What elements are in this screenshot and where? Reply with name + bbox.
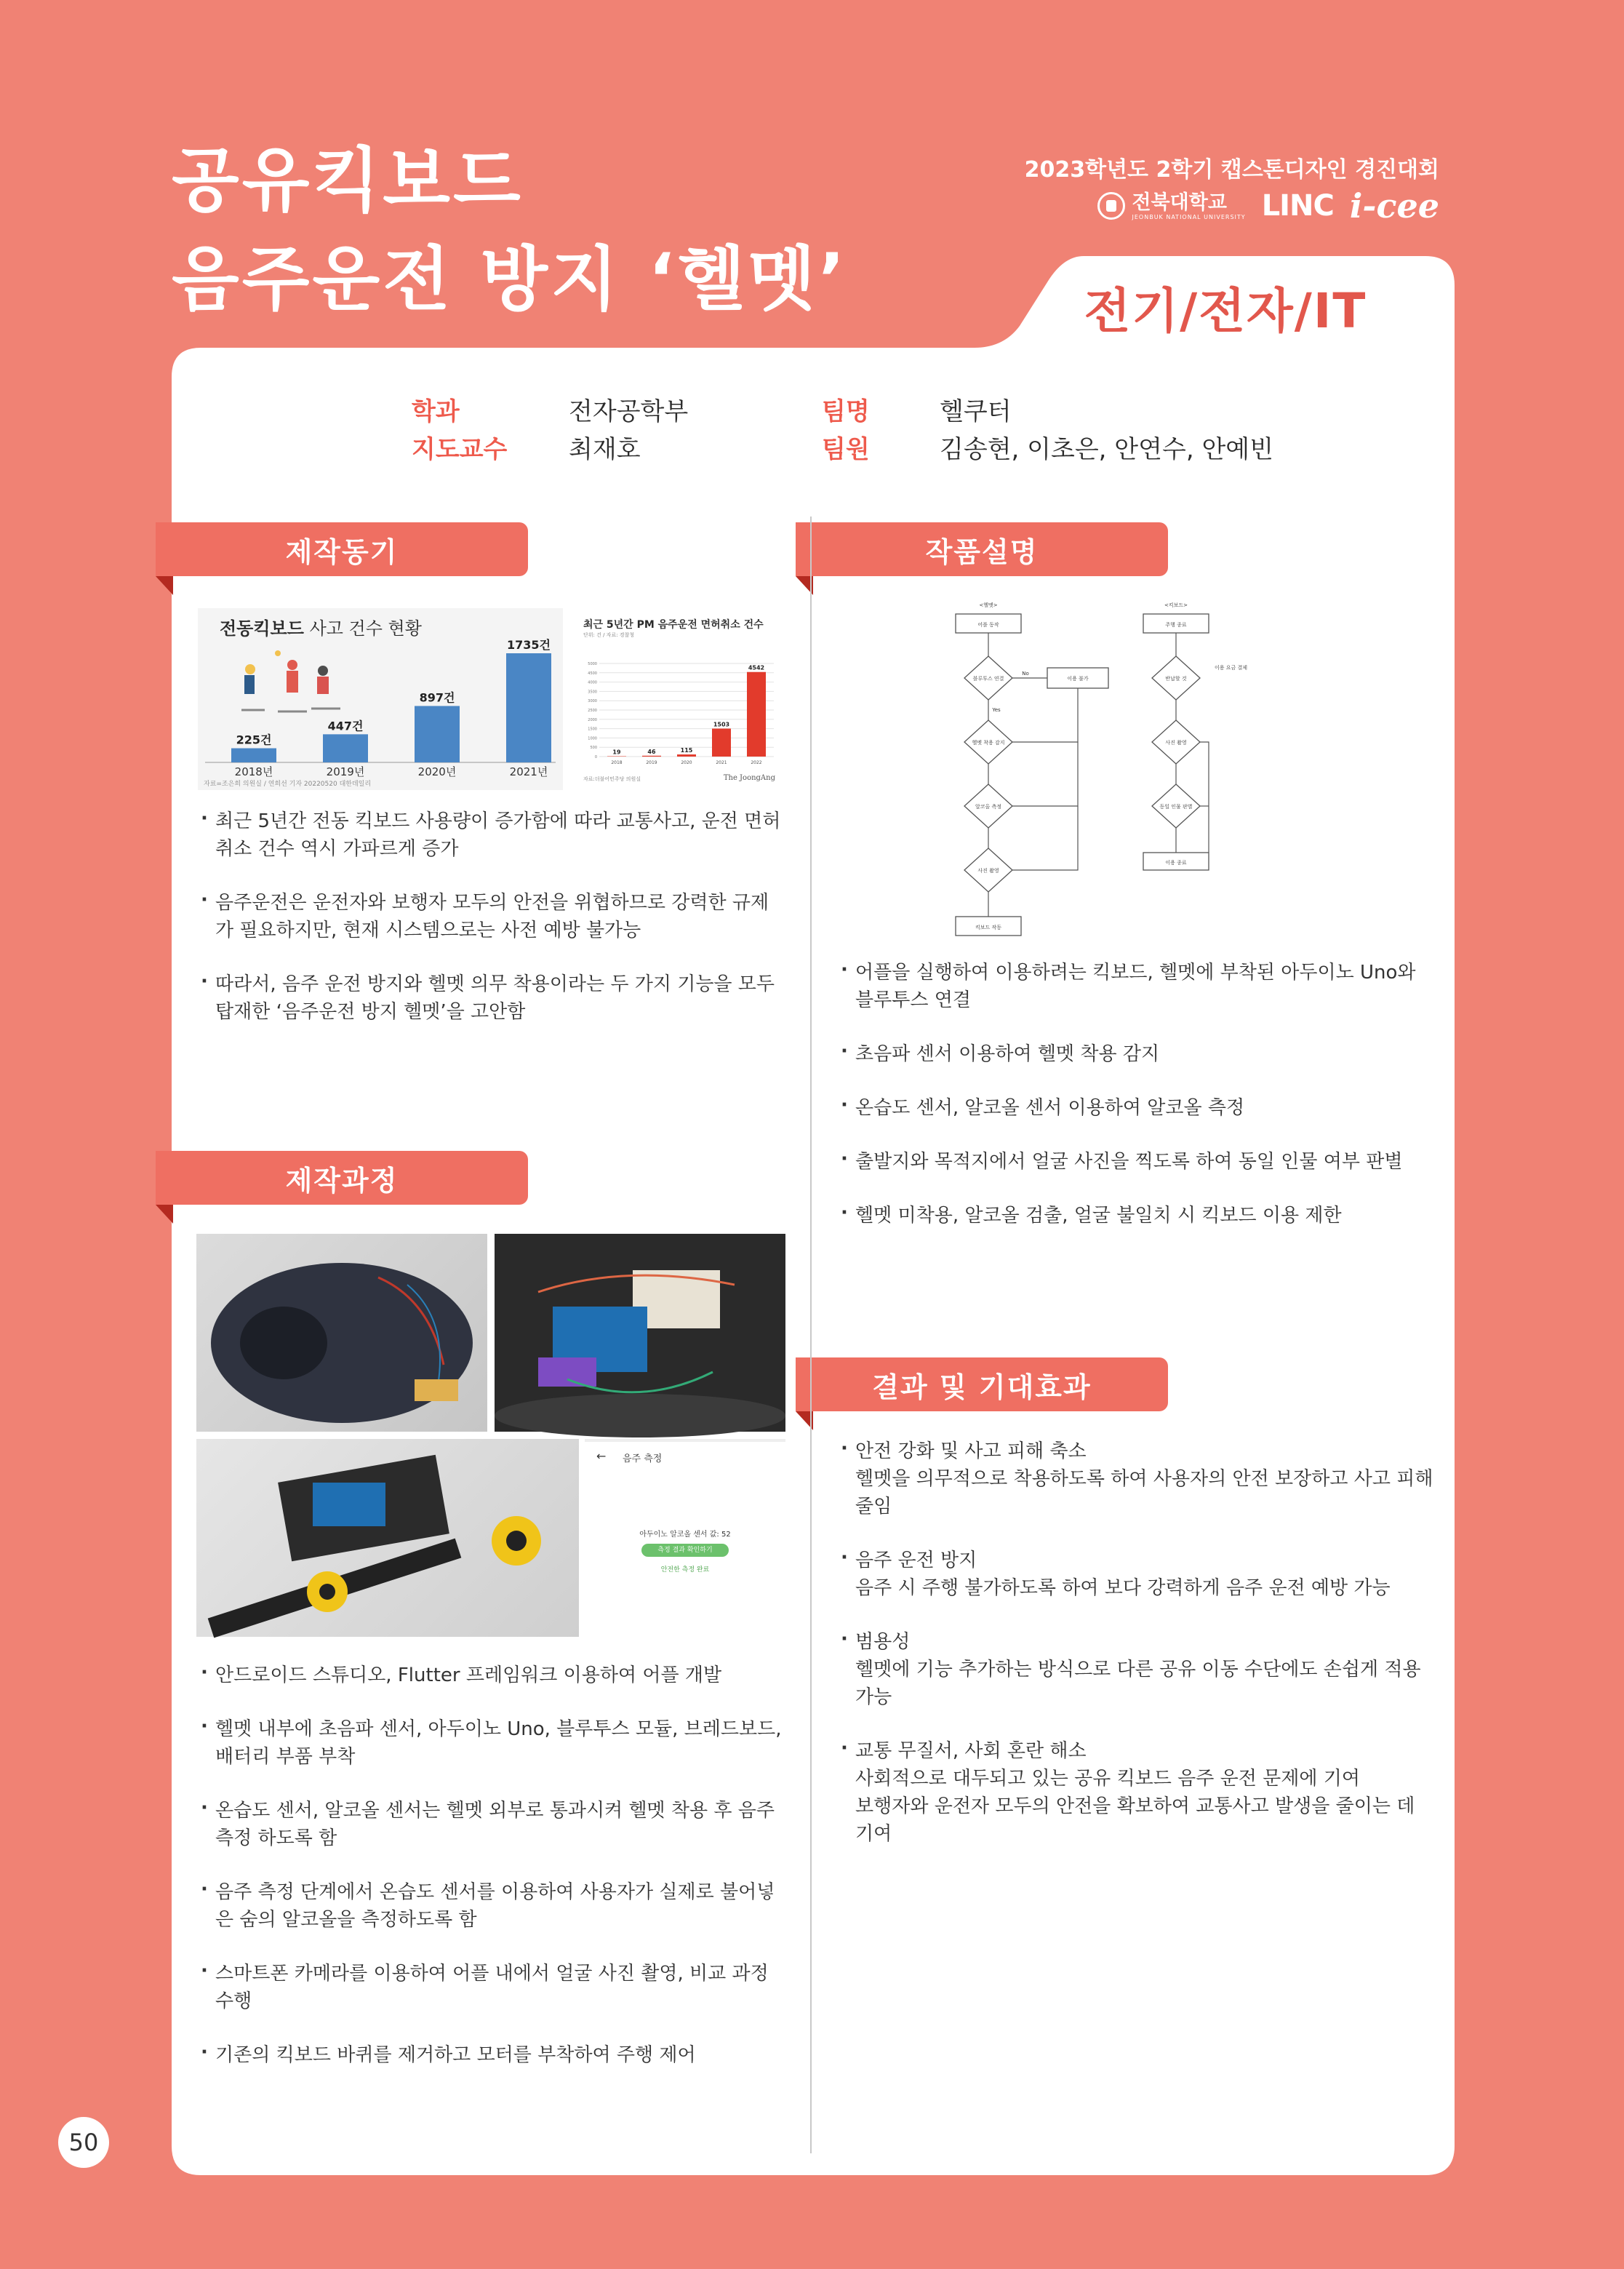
y-tick-label: 2500: [588, 709, 597, 713]
list-item: · 헬멧 내부에 초음파 센서, 아두이노 Uno, 블루투스 모듈, 브레드보드, 배터리 부품 부착: [201, 1715, 783, 1771]
flow-label: 킥보드 작동: [975, 925, 1002, 930]
chart-bar: [642, 756, 661, 757]
y-tick-label: 1000: [588, 736, 597, 741]
accident-chart-svg: [198, 608, 563, 790]
x-tick-label: 2019: [646, 760, 657, 765]
list-item: · 온습도 센서, 알코올 센서는 헬멧 외부로 통과시켜 헬멧 착용 후 음주 측정 하도록 함: [201, 1797, 783, 1852]
flow-right-header: <킥보드>: [1164, 602, 1188, 608]
motivation-list: [201, 807, 783, 1052]
y-tick-label: 3500: [588, 690, 597, 695]
dui-chart-svg: [580, 608, 780, 790]
y-tick-label: 5000: [588, 662, 597, 666]
app-status-text: 아두이노 알코올 센서 값: 52: [639, 1531, 731, 1539]
chart-bar: [747, 672, 766, 757]
dui-chart-title: 최근 5년간 PM 음주운전 면허취소 건수: [583, 619, 764, 631]
x-tick-label: 2019년: [326, 765, 365, 778]
list-item: · 음주 운전 방지 음주 시 주행 불가하도록 하여 보다 강력하게 음주 운전 예방 가능: [841, 1547, 1437, 1602]
members-label: 팀원: [822, 435, 870, 464]
data-label: 225건: [236, 733, 272, 747]
flow-label: 이용 요금 결제: [1215, 665, 1248, 671]
list-item: · 최근 5년간 전동 킥보드 사용량이 증가함에 따라 교통사고, 운전 면허 취소 건수 역시 가파르게 증가: [201, 807, 783, 863]
advisor-value: 최재호: [569, 435, 641, 464]
dui-chart-credit: The JoongAng: [723, 774, 775, 782]
data-label: 1735건: [507, 638, 551, 652]
x-tick-label: 2020년: [417, 765, 457, 778]
process-heading: 제작과정: [156, 1151, 528, 1205]
accident-chart-source: 자료=조은희 의원실 / 연희선 기자 20220520 대한데일리: [204, 781, 372, 788]
category-label: 전기/전자/IT: [1084, 283, 1367, 339]
back-arrow-icon: ←: [596, 1449, 607, 1463]
x-tick-label: 2021: [716, 760, 727, 765]
chart-bar: [323, 734, 368, 762]
flow-label: 알코올 측정: [975, 804, 1002, 810]
chart-bar: [712, 729, 731, 757]
members-value: 김송현, 이초은, 안연수, 안예빈: [940, 435, 1273, 464]
flow-label: 이용 종료: [1165, 860, 1187, 866]
list-item: · 안드로이드 스튜디오, Flutter 프레임워크 이용하여 어플 개발: [201, 1662, 783, 1689]
flow-label: 사진 촬영: [977, 868, 999, 874]
list-item: · 따라서, 음주 운전 방지와 헬멧 의무 착용이라는 두 가지 기능을 모두 탑재한 ‘음주운전 방지 헬멧’을 고안함: [201, 970, 783, 1026]
list-item: · 스마트폰 카메라를 이용하여 어플 내에서 얼굴 사진 촬영, 비교 과정 수행: [201, 1960, 783, 2015]
y-tick-label: 1500: [588, 727, 597, 732]
helmet-photo: [196, 1234, 487, 1432]
list-item: · 안전 강화 및 사고 피해 축소 헬멧을 의무적으로 착용하도록 하여 사용자의 안전 보장하고 사고 피해 줄임: [841, 1437, 1437, 1520]
flow-label: 블루투스 연결: [972, 676, 1004, 682]
members-row: [822, 429, 1273, 465]
flow-label: Yes: [992, 707, 1001, 713]
x-tick-label: 2018년: [234, 765, 273, 778]
dui-chart-source: 자료:더불어민주당 의원실: [583, 776, 641, 782]
list-item: · 출발지와 목적지에서 얼굴 사진을 찍도록 하여 동일 인물 여부 판별: [841, 1148, 1437, 1176]
description-heading: 작품설명: [796, 522, 1168, 576]
dui-chart: [580, 608, 780, 790]
column-divider: [810, 517, 812, 2153]
list-item: · 범용성 헬멧에 기능 추가하는 방식으로 다른 공유 이동 수단에도 손쉽게 적용 가능: [841, 1628, 1437, 1711]
process-list: [201, 1662, 783, 2095]
data-label: 1503: [713, 721, 730, 728]
icee-logo: i-cee: [1349, 186, 1439, 226]
team-row: [822, 391, 1012, 427]
list-item: · 어플을 실행하여 이용하려는 킥보드, 헬멧에 부착된 아두이노 Uno와 블루투스 연결: [841, 959, 1437, 1014]
list-item: · 헬멧 미착용, 알코올 검출, 얼굴 불일치 시 킥보드 이용 제한: [841, 1202, 1437, 1229]
list-item: · 음주운전은 운전자와 보행자 모두의 안전을 위협하므로 강력한 규제가 필요하지만, 현재 시스템으로는 사전 예방 불가능: [201, 889, 783, 944]
y-tick-label: 2000: [588, 717, 597, 722]
university-name: 전북대학교: [1132, 191, 1227, 214]
list-item: · 기존의 킥보드 바퀴를 제거하고 모터를 부착하여 주행 제어: [201, 2041, 783, 2069]
results-list: [841, 1437, 1437, 1874]
list-item: · 교통 무질서, 사회 혼란 해소 사회적으로 대두되고 있는 공유 킥보드 음주 운전 문제에 기여 보행자와 운전자 모두의 안전을 확보하여 교통사고 발생을 줄이는 데 기여: [841, 1737, 1437, 1848]
chart-bar: [506, 653, 551, 762]
app-title: 음주 측정: [623, 1453, 663, 1464]
university-name-en: JEONBUK NATIONAL UNIVERSITY: [1132, 213, 1246, 220]
list-item: · 음주 측정 단계에서 온습도 센서를 이용하여 사용자가 실제로 불어넣은 숨의 알코올을 측정하도록 함: [201, 1878, 783, 1934]
dept-value: 전자공학부: [569, 397, 689, 426]
flow-label: No: [1022, 671, 1029, 677]
data-label: 19: [612, 749, 621, 756]
list-item: · 온습도 센서, 알코올 센서 이용하여 알코올 측정: [841, 1094, 1437, 1122]
team-label: 팀명: [822, 397, 870, 426]
chart-bar: [231, 749, 276, 762]
flow-label: 이용 불가: [1067, 676, 1089, 682]
app-screenshot: [585, 1439, 785, 1637]
results-heading: 결과 및 기대효과: [796, 1357, 1168, 1411]
chart-bar: [415, 706, 460, 762]
data-label: 897건: [419, 690, 455, 705]
data-label: 447건: [327, 719, 364, 733]
chart-bar: [677, 754, 696, 757]
x-tick-label: 2020: [681, 760, 692, 765]
y-tick-label: 3000: [588, 699, 597, 704]
data-label: 46: [647, 748, 656, 755]
list-item: · 초음파 센서 이용하여 헬멧 착용 감지: [841, 1040, 1437, 1068]
flow-left-header: <헬멧>: [979, 602, 998, 608]
circuit-photo: [495, 1234, 785, 1432]
flow-label: 사진 촬영: [1165, 740, 1187, 746]
flow-label: 어플 동작: [977, 622, 999, 628]
title-line-2: 음주운전 방지 ‘헬멧’: [172, 239, 848, 320]
linc-logo: LINC: [1261, 189, 1334, 223]
flow-label: 헬멧 착용 감지: [972, 740, 1005, 746]
event-title: 2023학년도 2학기 캡스톤디자인 경진대회: [1024, 157, 1439, 183]
dept-label: 학과: [412, 397, 460, 426]
flow-label: 반납할 것: [1165, 676, 1187, 682]
y-tick-label: 4000: [588, 680, 597, 685]
x-tick-label: 2021년: [509, 765, 548, 778]
flowchart: [945, 597, 1248, 946]
app-complete-label: 안전한 측정 완료: [660, 1566, 710, 1574]
y-tick-label: 4500: [588, 671, 597, 676]
accident-chart-title: 전동킥보드 사고 건수 현황: [220, 618, 422, 639]
advisor-row: [412, 429, 641, 465]
scooter-riders-illustration: [241, 650, 340, 711]
team-value: 헬쿠터: [940, 397, 1012, 426]
description-list: [841, 959, 1437, 1256]
accident-chart: [198, 608, 563, 790]
dui-chart-unit: 단위: 건 / 자료: 경찰청: [583, 632, 635, 638]
motivation-heading: 제작동기: [156, 522, 528, 576]
title-line-1: 공유킥보드: [172, 140, 524, 221]
x-tick-label: 2018: [611, 760, 623, 765]
y-tick-label: 0: [594, 755, 597, 759]
dept-row: [412, 391, 688, 427]
flow-label: 동일 인물 판별: [1159, 804, 1193, 810]
data-label: 115: [680, 747, 693, 754]
flow-label: 주행 종료: [1165, 622, 1187, 628]
scooter-photo: [196, 1439, 579, 1637]
data-label: 4542: [748, 664, 765, 671]
x-tick-label: 2022: [751, 760, 762, 765]
y-tick-label: 500: [590, 746, 597, 751]
app-check-button[interactable]: 측정 결과 확인하기: [641, 1544, 729, 1557]
page-number: 50: [58, 2117, 109, 2168]
advisor-label: 지도교수: [412, 435, 508, 464]
